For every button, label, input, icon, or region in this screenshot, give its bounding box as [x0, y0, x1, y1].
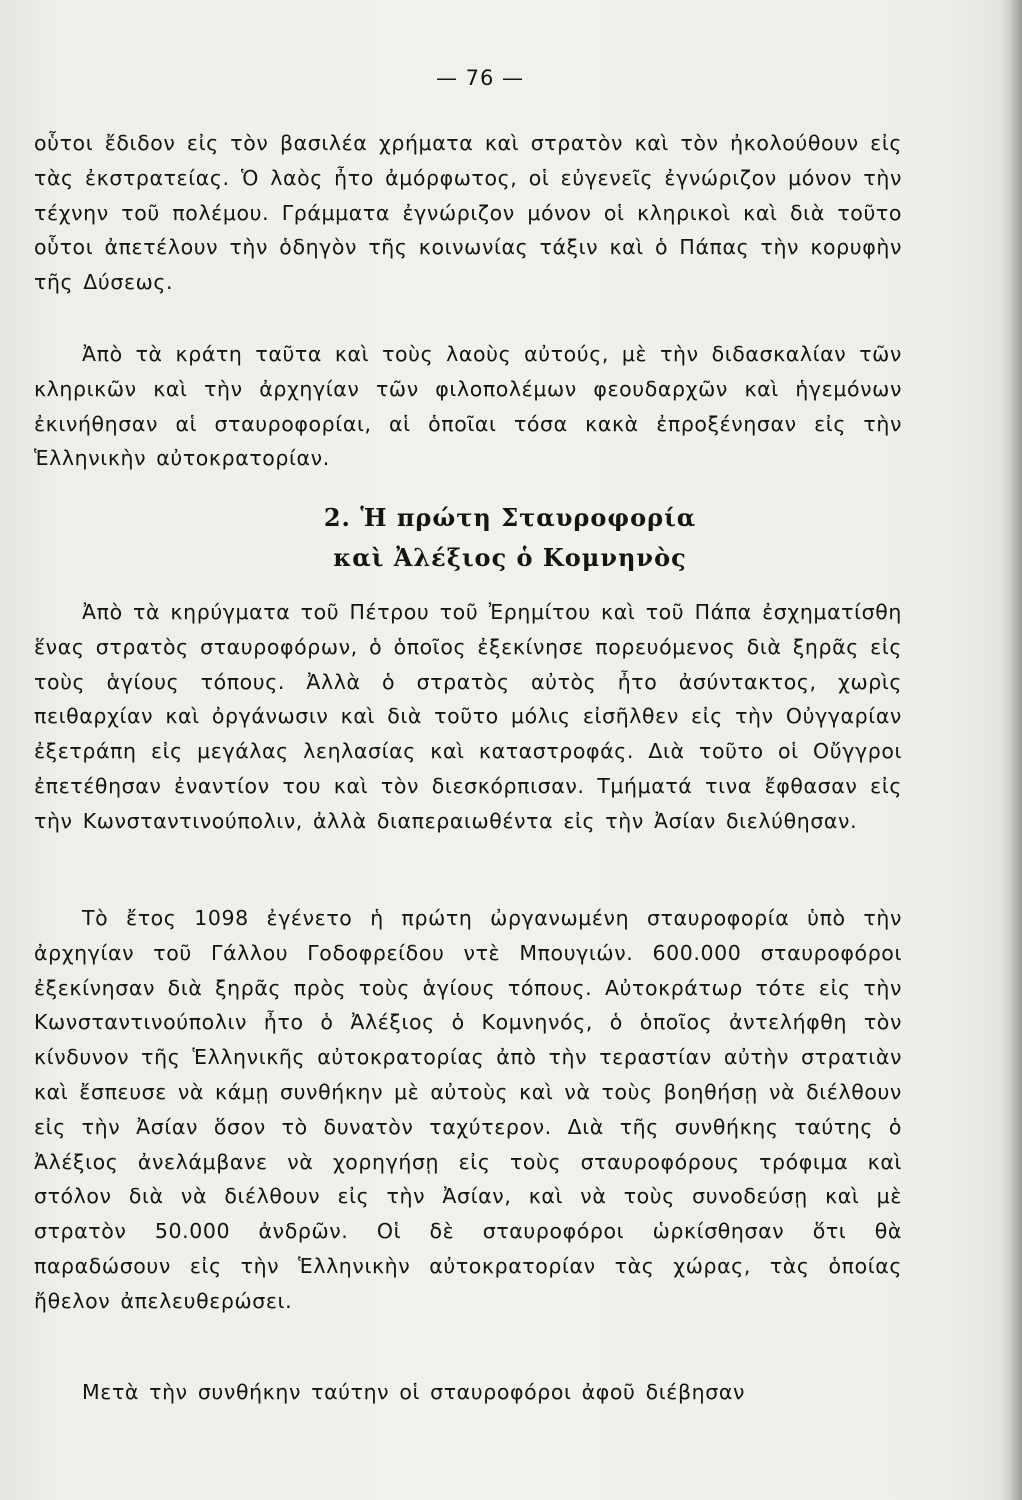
section-heading-line-1: 2. Ἡ πρώτη Σταυροφορία [323, 503, 697, 532]
paragraph-continuation: Μετὰ τὴν συνθήκην ταύτην οἱ σταυροφόροι ἀφοῦ διέβησαν [82, 1380, 746, 1404]
section-heading-line-2: καὶ Ἀλέξιος ὁ Κομνηνὸς [333, 543, 687, 572]
page-number: — 76 — [435, 66, 525, 90]
paragraph-feudal-society: οὗτοι ἔδιδον εἰς τὸν βασιλέα χρήματα καὶ στρατὸν καὶ τὸν ἠκολούθουν εἰς τὰς ἐκστρατείας. Ὁ λαὸς ἦτο ἀμόρφωτος, οἱ εὐγενεῖς ἐγνώριζον μόνον τὴν τέχνην τοῦ πολέμου. Γράμματα ἐγνώριζον μόνον οἱ κληρικοὶ καὶ διὰ τοῦτο οὗτοι ἀπετέλουν τὴν ὁδηγὸν τῆς κοινωνίας τάξιν καὶ ὁ Πάπας τὴν κορυφὴν τῆς Δύσεως. [34, 131, 902, 295]
page-binding-shadow [1000, 0, 1022, 1500]
paragraph-crusades-origin: Ἀπὸ τὰ κράτη ταῦτα καὶ τοὺς λαοὺς αὐτούς, μὲ τὴν διδασκαλίαν τῶν κληρικῶν καὶ τὴν ἀρχηγίαν τῶν φιλοπολέμων φεουδαρχῶν καὶ ἡγεμόνων ἐκινήθησαν αἱ σταυροφορίαι, αἱ ὁποῖαι τόσα κακὰ ἐπροξένησαν εἰς τὴν Ἑλληνικὴν αὐτοκρατορίαν. [34, 342, 902, 471]
paragraph-first-crusade: Τὸ ἔτος 1098 ἐγένετο ἡ πρώτη ὠργανωμένη σταυροφορία ὑπὸ τὴν ἀρχηγίαν τοῦ Γάλλου Γοδοφρείδου ντὲ Μπουγιών. 600.000 σταυροφόροι ἐξεκίνησαν διὰ ξηρᾶς πρὸς τοὺς ἁγίους τόπους. Αὐτοκράτωρ τότε εἰς τὴν Κωνσταντινούπολιν ἦτο ὁ Ἀλέξιος ὁ Κομνηνός, ὁ ὁποῖος ἀντελήφθη τὸν κίνδυνον τῆς Ἑλληνικῆς αὐτοκρατορίας ἀπὸ τὴν τεραστίαν αὐτὴν στρατιὰν καὶ ἔσπευσε νὰ κάμῃ συνθήκην μὲ αὐτοὺς καὶ νὰ τοὺς βοηθήσῃ νὰ διέλθουν εἰς τὴν Ἀσίαν ὅσον τὸ δυνατὸν ταχύτερον. Διὰ τῆς συνθήκης ταύτης ὁ Ἀλέξιος ἀνελάμβανε νὰ χορηγήσῃ εἰς τοὺς σταυροφόρους τρόφιμα καὶ στόλον διὰ νὰ διέλθουν εἰς τὴν Ἀσίαν, καὶ νὰ τοὺς συνοδεύσῃ καὶ μὲ στρατὸν 50.000 ἀνδρῶν. Οἱ δὲ σταυροφόροι ὡρκίσθησαν ὅτι θὰ παραδώσουν εἰς τὴν Ἑλληνικὴν αὐτοκρατορίαν τὰς χώρας, τὰς ὁποίας ἤθελον ἀπελευθερώσει. [34, 906, 902, 1313]
paragraph-peoples-crusade: Ἀπὸ τὰ κηρύγματα τοῦ Πέτρου τοῦ Ἐρημίτου καὶ τοῦ Πάπα ἐσχηματίσθη ἕνας στρατὸς σταυροφόρων, ὁ ὁποῖος ἐξεκίνησε πορευόμενος διὰ ξηρᾶς εἰς τοὺς ἁγίους τόπους. Ἀλλὰ ὁ στρατὸς αὐτὸς ἦτο ἀσύντακτος, χωρὶς πειθαρχίαν καὶ ὀργάνωσιν καὶ διὰ τοῦτο μόλις εἰσῆλθεν εἰς τὴν Οὐγγαρίαν ἐξετράπη εἰς μεγάλας λεηλασίας καὶ καταστροφάς. Διὰ τοῦτο οἱ Οὔγγροι ἐπετέθησαν ἐναντίον του καὶ τὸν διεσκόρπισαν. Τμήματά τινα ἔφθασαν εἰς τὴν Κωνσταντινούπολιν, ἀλλὰ διαπεραιωθέντα εἰς τὴν Ἀσίαν διελύθησαν. [34, 600, 902, 833]
